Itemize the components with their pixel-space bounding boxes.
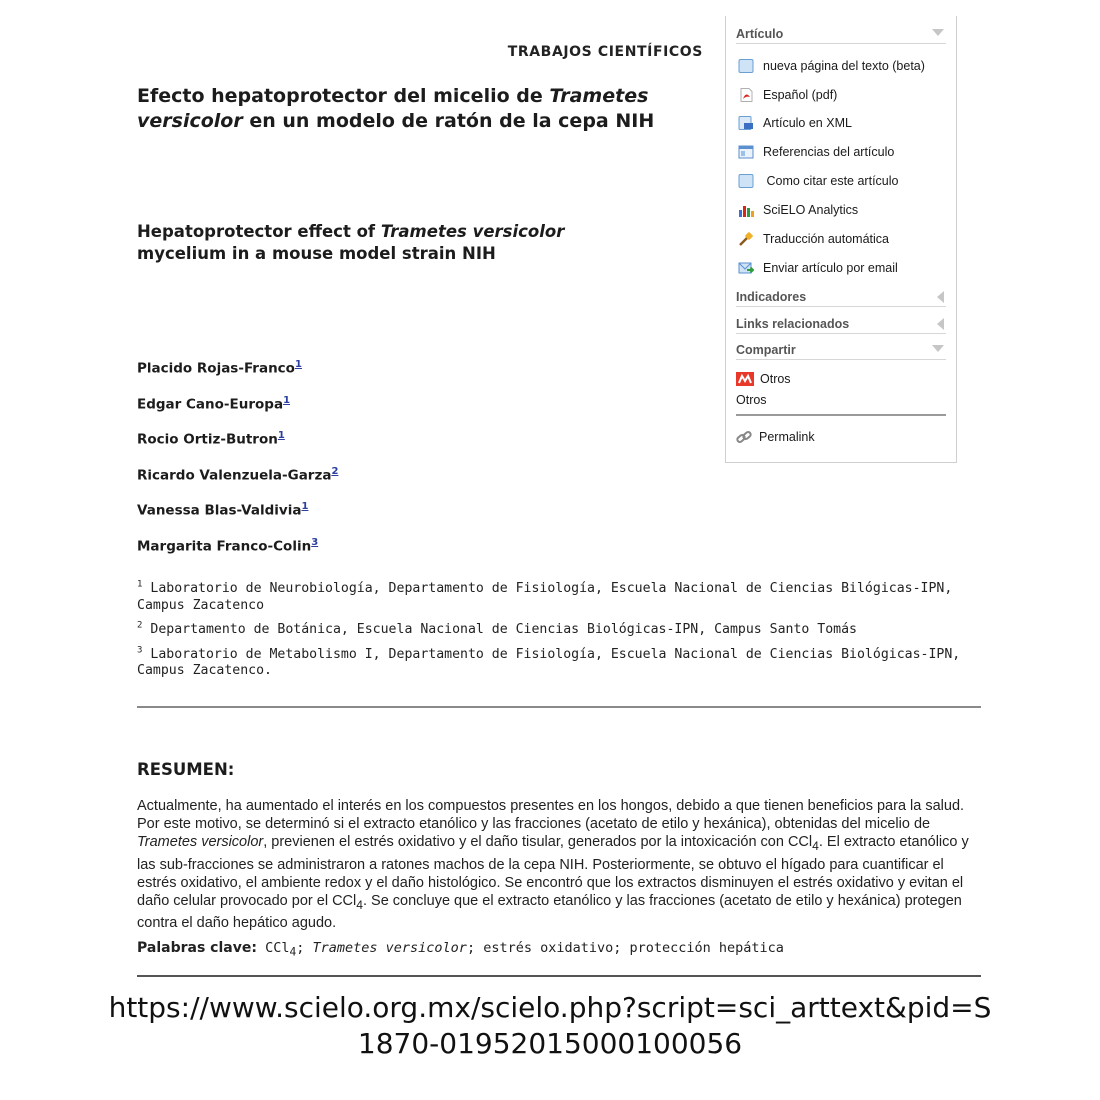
sidebar-link-new-text-page[interactable]: nueva página del texto (beta) xyxy=(738,57,925,75)
author: Ricardo Valenzuela-Garza$^2$ xyxy=(137,465,339,483)
author: Rocio Ortiz-Butron$^1$ xyxy=(137,430,285,448)
share-otros-button[interactable]: Otros xyxy=(736,370,791,388)
chevron-down-icon xyxy=(932,29,944,36)
article-title-es: Efecto hepatoprotector del micelio de Trametes versicolor en un modelo de ratón de la cepa NIH xyxy=(137,85,655,132)
affiliation: $^1$ Laboratorio de Neurobiología, Departamento de Fisiología, Escuela Nacional de Ciencias Bilógicas-IPN, Campus Zacatenco xyxy=(137,579,953,613)
affiliation: $^3$ Laboratorio de Metabolismo I, Departamento de Fisiología, Escuela Nacional de Ciencias Biológicas-IPN, Campus Zacatenco. xyxy=(137,645,961,678)
affiliation: $^2$ Departamento de Botánica, Escuela Nacional de Ciencias Biológicas-IPN, Campus Santo Tomás xyxy=(137,620,857,637)
author: Vanessa Blas-Valdivia$^1$ xyxy=(137,501,309,519)
xml-icon xyxy=(738,116,754,130)
chevron-left-icon xyxy=(937,291,944,303)
affiliation-link[interactable]: 1 xyxy=(277,430,285,441)
sidebar-link-cite[interactable]: Como citar este artículo xyxy=(738,172,898,190)
analytics-icon xyxy=(738,203,754,217)
affiliation-list xyxy=(137,581,982,688)
keywords: Palabras clave: CCl$_4$; Trametes versicolor; estrés oxidativo; protección hepática xyxy=(137,940,784,959)
email-icon xyxy=(738,261,754,275)
section-label: TRABAJOS CIENTÍFICOS xyxy=(507,44,703,60)
cite-icon xyxy=(738,174,754,188)
affiliation-link[interactable]: 3 xyxy=(311,536,319,548)
sidebar-link-email[interactable]: Enviar artículo por email xyxy=(738,259,898,277)
author: Edgar Cano-Europa$^1$ xyxy=(137,394,291,412)
pdf-icon xyxy=(738,88,754,102)
translate-icon xyxy=(738,232,754,246)
author-list xyxy=(137,354,657,567)
affiliation-link[interactable]: 1 xyxy=(294,359,302,370)
article-title-en: Hepatoprotector effect of Trametes versicolor mycelium in a mouse model strain NIH xyxy=(137,222,565,263)
abstract-text: Actualmente, ha aumentado el interés en los compuestos presentes en los hongos, debido a que tienen beneficios para la salud. Por este motivo, se determinó si el extracto etanólico y las fracciones (acetato de etilo y hexánica), obtenidas del micelio de Trametes versicolor, previenen el estrés oxidativo y el daño tisular, generados por la intoxicación con CCl$_4$. El extracto etanólico y las sub-fracciones se administraron a ratones machos de la cepa NIH. Posteriormente, se obtuvo el hígado para cuantificar el estrés oxidativo, el ambiente redox y el daño histológico. Se encontró que los extractos disminuyen el estrés oxidativo y evitan el daño celular provocado por el CCl$_4$. Se concluye que el extracto etanólico y las fracciones (acetato de etilo y hexánica) protegen contra el daño hepático agudo. xyxy=(137,798,969,931)
document-icon xyxy=(738,59,754,73)
chevron-down-icon xyxy=(932,345,944,352)
sidebar-link-translate[interactable]: Traducción automática xyxy=(738,230,889,248)
references-icon xyxy=(738,145,754,159)
sidebar-link-xml[interactable]: Artículo en XML xyxy=(738,114,852,132)
divider xyxy=(137,706,981,708)
author: Margarita Franco-Colin$^3$ xyxy=(137,536,319,554)
sidebar-link-references[interactable]: Referencias del artículo xyxy=(738,143,894,161)
sidebar-heading-articulo[interactable]: Artículo xyxy=(736,27,946,44)
sidebar-heading-indicadores[interactable]: Indicadores xyxy=(736,290,946,307)
source-url-caption: https://www.scielo.org.mx/scielo.php?script=sci_arttext&pid=S1870-01952015000100056 xyxy=(108,991,992,1060)
sidebar-heading-links[interactable]: Links relacionados xyxy=(736,317,946,334)
article-sidebar xyxy=(725,16,957,463)
sidebar-heading-compartir[interactable]: Compartir xyxy=(736,343,946,360)
affiliation-link[interactable]: 2 xyxy=(331,465,339,477)
share-otros-text: Otros xyxy=(736,393,767,407)
divider xyxy=(137,975,981,977)
permalink-button[interactable]: Permalink xyxy=(736,428,815,446)
chevron-left-icon xyxy=(937,318,944,330)
affiliation-link[interactable]: 1 xyxy=(301,501,309,512)
affiliation-link[interactable]: 1 xyxy=(283,394,291,406)
sidebar-link-pdf[interactable]: Español (pdf) xyxy=(738,86,837,104)
link-icon xyxy=(736,430,752,444)
sidebar-divider xyxy=(736,414,946,416)
sidebar-link-analytics[interactable]: SciELO Analytics xyxy=(738,201,858,219)
resumen-heading: RESUMEN: xyxy=(137,760,235,779)
addthis-icon xyxy=(736,372,754,386)
author: Placido Rojas-Franco$^1$ xyxy=(137,359,302,377)
